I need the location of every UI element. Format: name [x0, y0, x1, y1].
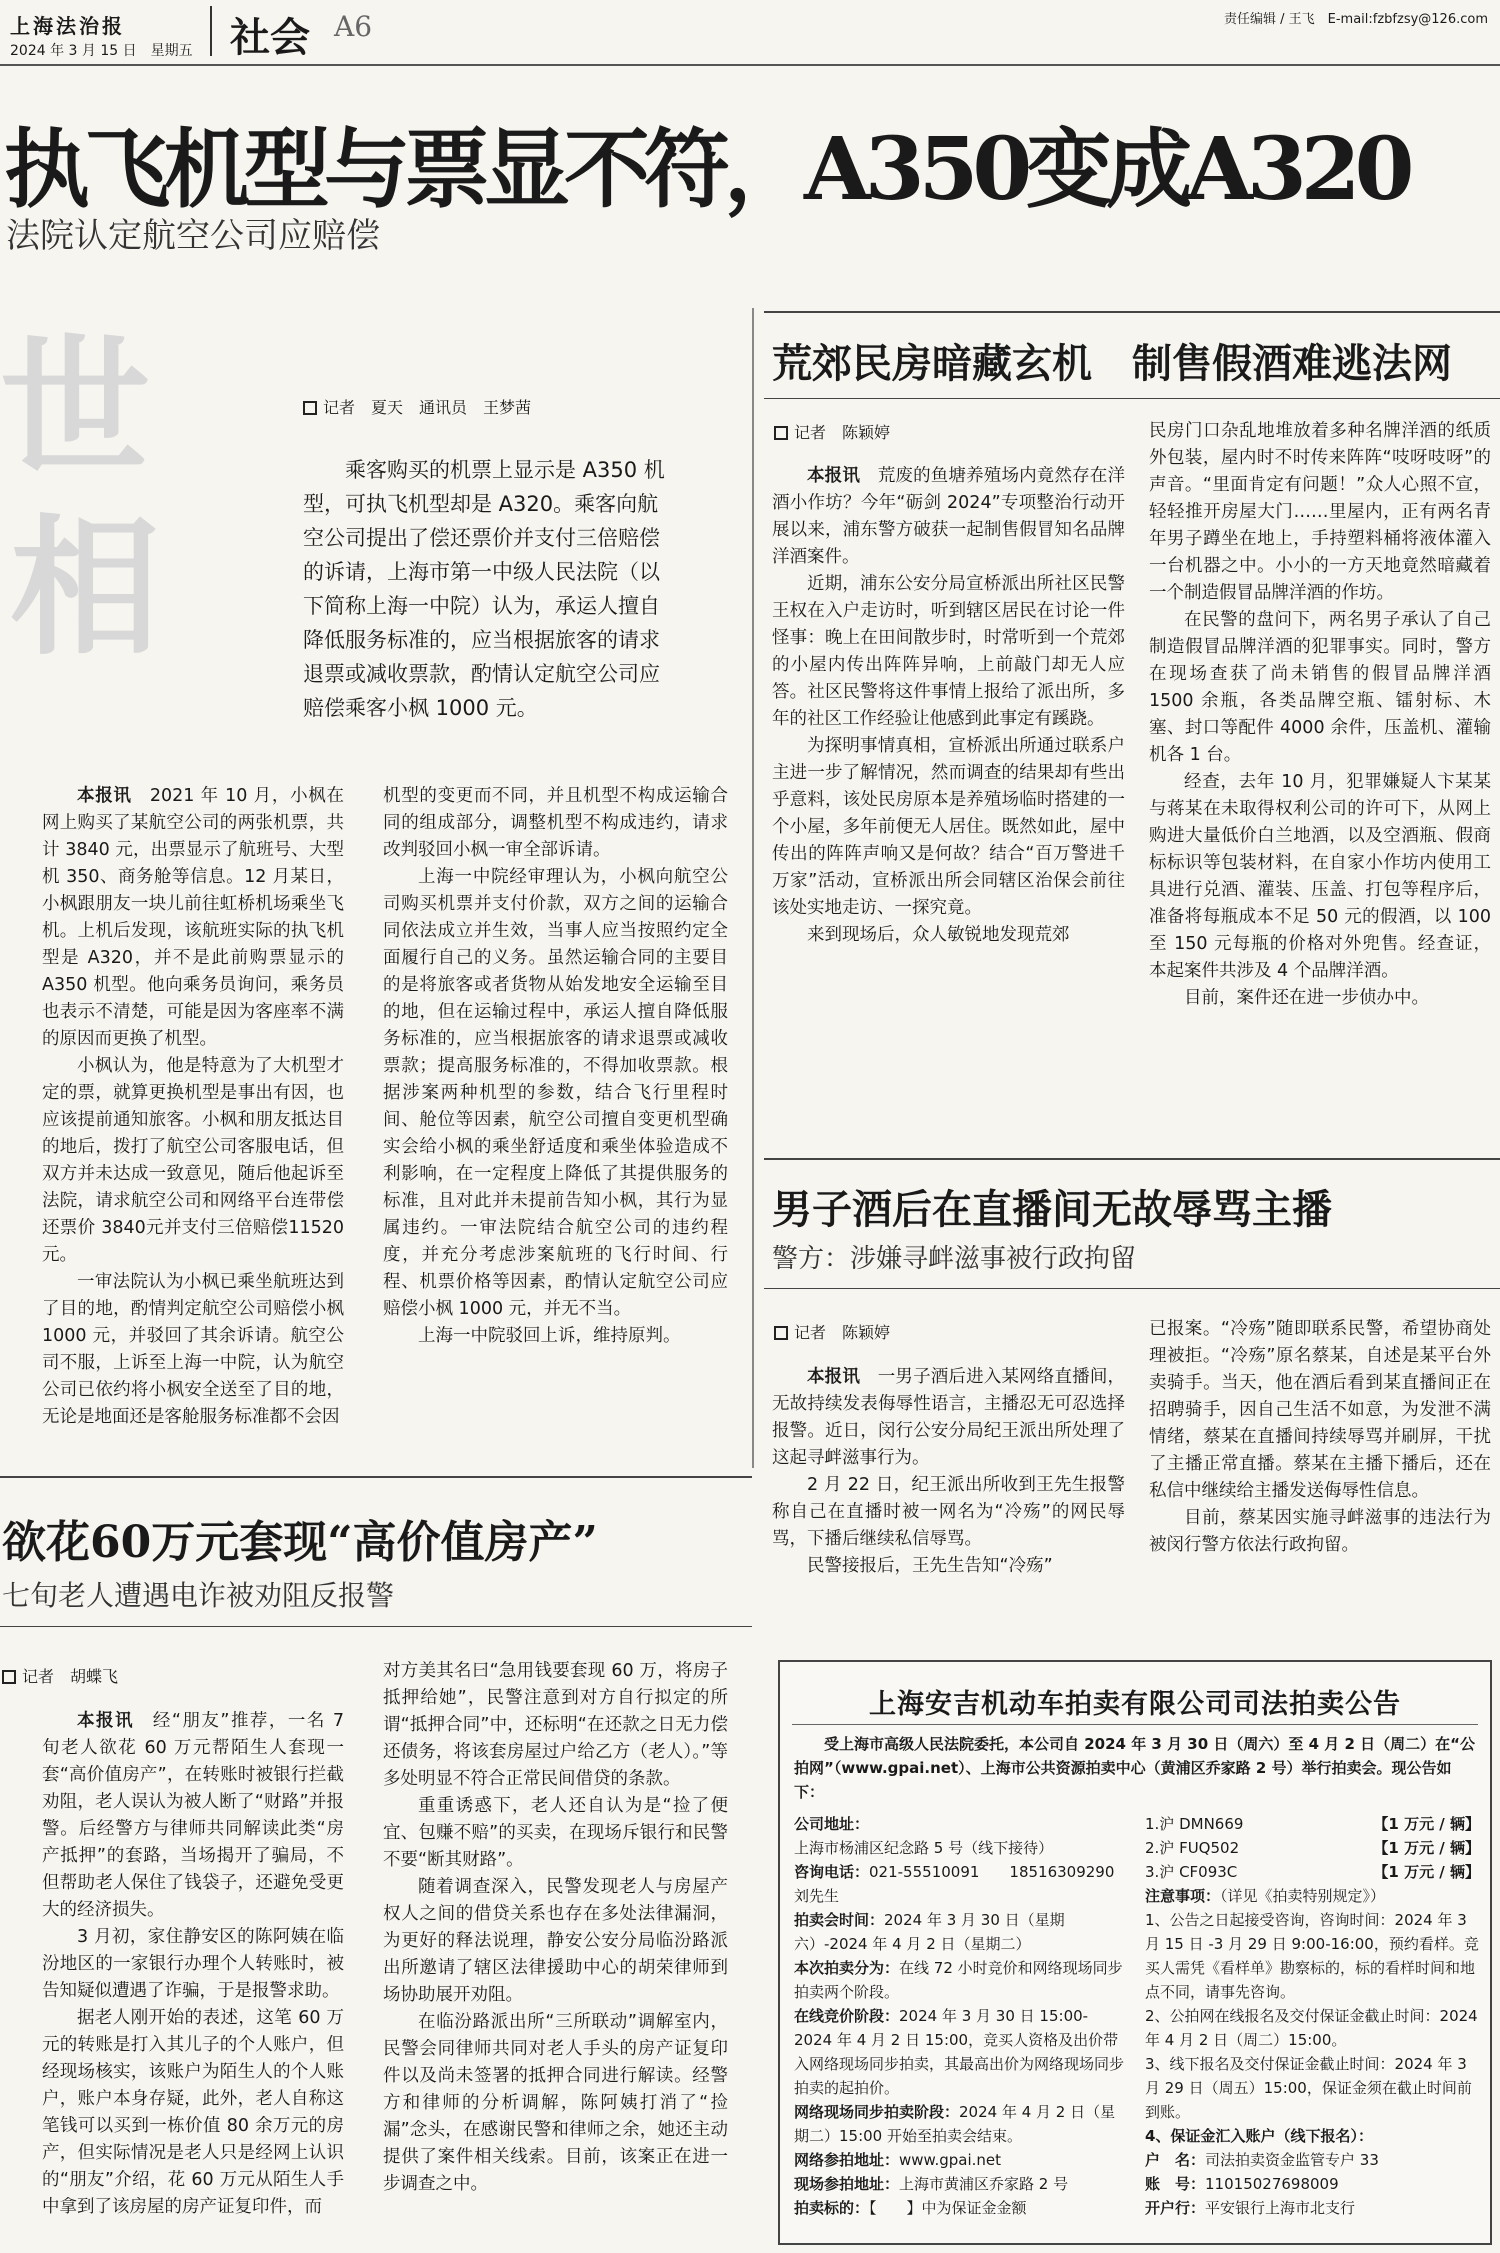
liquor-article — [764, 308, 1500, 1128]
note-item: 1、公告之日起接受咨询，咨询时间：2024 年 3 月 15 日 -3 月 29 日 9:00-16:00，预约看样。竞买人需凭《看样单》勘察标的，标的看样时间和地点不同，请事先咨询。 — [1145, 1911, 1479, 2001]
article-column: 机型的变更而不同，并且机型不构成运输合同的组成部分，调整机型不构成违约，请求改判驳回小枫一审全部诉请。 上海一中院经审理认为，小枫向航空公司购买机票并支付价款，双方之间的运输合同依法成立并生效，当事人应当按照约定全面履行自己的义务。虽然运输合同的主要目的是将旅客或者货物从始发地安全运输至目的地，但在运输过程中，承运人擅自降低服务标准的，应当根据旅客的请求退票或减收票款；提高服务标准的，不得加收票款。根据涉案两种机型的参数，结合飞行里程时间、舱位等因素，航空公司擅自变更机型确实会给小枫的乘坐舒适度和乘坐体验造成不利影响，在一定程度上降低了其提供服务的标准，且对此并未提前告知小枫，其行为显属违约。一审法院结合航空公司的违约程度，并充分考虑涉案航班的飞行时间、行程、机票价格等因素，酌情认定航空公司应赔偿小枫 1000 元，并无不当。 上海一中院驳回上诉，维持原判。 — [383, 786, 728, 1346]
notice-left-column — [794, 1812, 1130, 2220]
article-subtitle: 七旬老人遭遇电诈被劝阻反报警 — [2, 1579, 395, 1612]
notice-intro: 受上海市高级人民法院委托，本公司自 2024 年 3 月 30 日（周六）至 4 月 2 日（周二）在“公拍网”（www.gpai.net）、上海市公共资源拍卖中心（黄浦区乔家路 2 号）举行拍卖会。现公告如下： — [794, 1735, 1476, 1801]
checkbox-square-icon — [774, 1326, 788, 1340]
streamer-article — [764, 1128, 1500, 1576]
article-column: 本报讯 2021 年 10 月，小枫在网上购买了某航空公司的两张机票，共计 3840 元，出票显示了航班号、大型机 350、商务舱等信息。12 月某日，小枫跟朋友一块儿前往虹桥机场乘坐飞机。上机后发现，该航班实际的执飞机型是 A320，并不是此前购票显示的 A350 机型。他向乘务员询问，乘务员也表示不清楚，可能是因为客座率不满的原因而更换了机型。 小枫认为，他是特意为了大机型才定的票，就算更换机型是事出有因，也应该提前通知旅客。小枫和朋友抵达目的地后，拨打了航空公司客服电话，但双方并未达成一致意见，随后他起诉至法院，请求航空公司和网络平台连带偿还票价 3840元并支付三倍赔偿11520元。 一审法院认为小枫已乘坐航班达到了目的地，酌情判定航空公司赔偿小枫 1000 元，并驳回了其余诉请。航空公司不服，上诉至上海一中院，认为航空公司已依约将小枫安全送至了目的地，无论是地面还是客舱服务标准都不会因 — [42, 786, 345, 1427]
notice-field: 拍卖会时间：2024 年 3 月 30 日（星期六）-2024 年 4 月 2 日（星期二） — [794, 1911, 1065, 1953]
article-column: 已报案。“冷殇”随即联系民警，希望协商处理被拒。“冷殇”原名蔡某，自述是某平台外卖骑手。当天，他在酒后看到某直播间正在招聘骑手，因自己生活不如意，为发泄不满情绪，蔡某在直播间持续辱骂并刷屏，干扰了主播正常直播。蔡某在主播下播后，还在私信中继续给主播发送侮辱性信息。 目前，蔡某因实施寻衅滋事的违法行为被闵行警方依法行政拘留。 — [1149, 1319, 1491, 1555]
article-abstract: 乘客购买的机票上显示是 A350 机型，可执飞机型却是 A320。乘客向航空公司提出了偿还票价并支付三倍赔偿的诉请，上海市第一中级人民法院（以下简称上海一中院）认为，承运人擅自降低服务标准的，应当根据旅客的请求退票或减收票款，酌情认定航空公司应赔偿乘客小枫 1000 元。 — [303, 458, 665, 720]
notice-field: 网络参拍地址：www.gpai.net — [794, 2151, 1001, 2169]
notes-heading: 注意事项：（详见《拍卖特别规定》） — [1145, 1887, 1386, 1905]
notice-right-column — [1145, 1812, 1480, 2220]
issue-date: 2024 年 3 月 15 日 星期五 — [10, 43, 193, 59]
lot-row: 1.沪 DMN669 【1 万元 / 辆】 — [1145, 1815, 1480, 1833]
auction-notice — [778, 1660, 1492, 2245]
main-subheadline: 法院认定航空公司应赔偿 — [6, 216, 380, 256]
article-title: 欲花60万元套现“高价值房产” — [2, 1517, 598, 1568]
account-row: 账 号：11015027698009 — [1145, 2175, 1339, 2193]
section-name: 社会 — [230, 14, 310, 61]
article-rule — [0, 1476, 752, 1478]
article-rule — [764, 1158, 1500, 1160]
column-divider — [752, 308, 754, 1468]
account-row: 开户行：平安银行上海市北支行 — [1145, 2199, 1356, 2217]
page-number: A6 — [334, 10, 373, 43]
article-column: 本报讯 经“朋友”推荐，一名 7 旬老人欲花 60 万元帮陌生人套现一套“高价值房产”，在转账时被银行拦截劝阻，老人误认为被人断了“财路”并报警。后经警方与律师共同解读此类“房产抵押”的套路，当场揭开了骗局，不但帮助老人保住了钱袋子，还避免受更大的经济损失。 3 月初，家住静安区的陈阿姨在临汾地区的一家银行办理个人转账时，被告知疑似遭遇了诈骗，于是报警求助。 据老人刚开始的表述，这笔 60 万元的转账是打入其儿子的个人账户，但经现场核实，该账户为陌生人的个人账户，账户本身存疑，此外，老人自称这笔钱可以买到一栋价值 80 余万元的房产，但实际情况是老人只是经网上认识的“朋友”介绍，花 60 万元从陌生人手中拿到了该房屋的房产证复印件，而 — [42, 1711, 344, 2217]
article-column: 民房门口杂乱地堆放着多种名牌洋酒的纸质外包装，屋内时不时传来阵阵“吱呀吱呀”的声音。“里面肯定有问题！”众人心照不宣，轻轻推开房屋大门……里屋内，正有两名青年男子蹲坐在地上，手持塑料桶将液体灌入一台机器之中。小小的一方天地竟然暗藏着一个制造假冒品牌洋酒的作坊。 在民警的盘问下，两名男子承认了自己制造假冒品牌洋酒的犯罪事实。同时，警方在现场查获了尚未销售的假冒品牌洋酒 1500 余瓶，各类品牌空瓶、镭射标、木塞、封口等配件 4000 余件，压盖机、灌输机各 1 台。 经查，去年 10 月，犯罪嫌疑人卞某某与蒋某在未取得权利公司的许可下，从网上购进大量低价白兰地酒，以及空酒瓶、假商标标识等包装材料，在自家小作坊内使用工具进行兑酒、灌装、压盖、打包等程序后，准备将每瓶成本不足 50 元的假酒，以 100 至 150 元每瓶的价格对外兜售。经查证，本起案件共涉及 4 个品牌洋酒。 目前，案件还在进一步侦办中。 — [1149, 421, 1491, 1008]
checkbox-square-icon — [2, 1670, 16, 1684]
notice-field: 拍卖标的：【 】中为保证金金额 — [794, 2199, 1027, 2217]
notice-field: 本次拍卖分为：在线 72 小时竞价和网络现场同步拍卖两个阶段。 — [794, 1959, 1123, 2001]
checkbox-square-icon — [774, 426, 788, 440]
main-headline: 执飞机型与票显不符，A350变成A320 — [4, 119, 1409, 220]
byline: 记者 陈颖婷 — [774, 1320, 890, 1343]
notice-field: 在线竞价阶段：2024 年 3 月 30 日 15:00-2024 年 4 月 2 日 15:00，竞买人资格及出价带入网络现场同步拍卖，其最高出价为网络现场同步拍卖的起拍价。 — [794, 2007, 1125, 2097]
notice-field: 网络现场同步拍卖阶段：2024 年 4 月 2 日（星期二）15:00 开始至拍卖会结束。 — [794, 2103, 1116, 2145]
account-row: 户 名：司法拍卖资金监管专户 33 — [1145, 2151, 1379, 2169]
note-item: 4、保证金汇入账户（线下报名）： — [1145, 2127, 1373, 2145]
article-rule — [764, 311, 1500, 313]
byline: 记者 夏天 通讯员 王梦茜 — [303, 395, 531, 418]
article-rule — [764, 398, 1500, 399]
lot-row: 2.沪 FUQ502 【1 万元 / 辆】 — [1145, 1839, 1480, 1857]
notice-field: 公司地址：上海市杨浦区纪念路 5 号（线下接待） — [794, 1815, 1054, 1857]
byline: 记者 陈颖婷 — [774, 420, 890, 443]
notice-field: 咨询电话：021-55510091 18516309290 刘先生 — [794, 1863, 1130, 1905]
notice-title: 上海安吉机动车拍卖有限公司司法拍卖公告 — [869, 1689, 1401, 1720]
editor-credit: 责任编辑 / 王飞 E-mail:fzbfzsy@126.com — [1223, 12, 1488, 27]
article-column: 本报讯 荒废的鱼塘养殖场内竟然存在洋酒小作坊？今年“砺剑 2024”专项整治行动开展以来，浦东警方破获一起制售假冒知名品牌洋酒案件。 近期，浦东公安分局宣桥派出所社区民警王权在入户走访时，听到辖区居民在讨论一件怪事：晚上在田间散步时，时常听到一个荒郊的小屋内传出阵阵异响，上前敲门却无人应答。社区民警将这件事情上报给了派出所，多年的社区工作经验让他感到此事定有蹊跷。 为探明事情真相，宣桥派出所通过联系户主进一步了解情况，然而调查的结果却有些出乎意料，该处民房原本是养殖场临时搭建的一个小屋，多年前便无人居住。既然如此，屋中传出的阵阵声响又是何故？结合“百万警进千万家”活动，宣桥派出所会同辖区治保会前往该处实地走访、一探究竟。 来到现场后，众人敏锐地发现荒郊 — [772, 466, 1126, 945]
newspaper-logo: 上海法治报 — [10, 14, 125, 38]
checkbox-square-icon — [303, 401, 317, 415]
notice-rule — [792, 1724, 1478, 1725]
article-subtitle: 警方：涉嫌寻衅滋事被行政拘留 — [772, 1244, 1137, 1274]
header-rule — [0, 64, 1500, 66]
article-title: 荒郊民房暗藏玄机 制售假酒难逃法网 — [772, 340, 1452, 387]
note-item: 3、线下报名及交付保证金截止时间：2024 年 3 月 29 日（周五）15:00，保证金须在截止时间前到账。 — [1145, 2055, 1472, 2121]
header-divider — [210, 6, 212, 56]
article-column: 本报讯 一男子酒后进入某网络直播间，无故持续发表侮辱性语言，主播忍无可忍选择报警。近日，闵行公安分局纪王派出所处理了这起寻衅滋事行为。 2 月 22 日，纪王派出所收到王先生报警称自己在直播时被一网名为“冷殇”的网民辱骂，下播后继续私信辱骂。 民警接报后，王先生告知“冷殇” — [772, 1367, 1126, 1576]
column-deco-char: 相 — [10, 500, 161, 676]
article-rule — [764, 1288, 1500, 1289]
article-title: 男子酒后在直播间无故辱骂主播 — [772, 1186, 1332, 1233]
notice-field: 现场参拍地址：上海市黄浦区乔家路 2 号 — [794, 2175, 1069, 2193]
article-column: 对方美其名曰“急用钱要套现 60 万，将房子抵押给她”，民警注意到对方自行拟定的所谓“抵押合同”中，还标明“在还款之日无力偿还债务，将该套房屋过户给乙方（老人）。”等多处明显不符合正常民间借贷的条款。 重重诱惑下，老人还自认为是“捡了便宜、包赚不赔”的买卖，在现场斥银行和民警不要“断其财路”。 随着调查深入，民警发现老人与房屋产权人之间的借贷关系也存在多处法律漏洞，为更好的释法说理，静安公安分局临汾路派出所邀请了辖区法律援助中心的胡荣律师到场协助展开劝阻。 在临汾路派出所“三所联动”调解室内，民警会同律师共同对老人手头的房产证复印件以及尚未签署的抵押合同进行解读。经警方和律师的分析调解，陈阿姨打消了“捡漏”念头，在感谢民警和律师之余，她还主动提供了案件相关线索。目前，该案正在进一步调查之中。 — [383, 1661, 728, 2194]
fraud-article — [0, 1468, 752, 2253]
column-deco-char: 世 — [0, 320, 151, 496]
byline: 记者 胡蝶飞 — [2, 1664, 118, 1687]
note-item: 2、公拍网在线报名及交付保证金截止时间：2024 年 4 月 2 日（周二）15:00。 — [1145, 2007, 1478, 2049]
article-rule — [0, 1626, 752, 1627]
lot-row: 3.沪 CF093C 【1 万元 / 辆】 — [1145, 1863, 1480, 1881]
main-article — [0, 308, 748, 1468]
